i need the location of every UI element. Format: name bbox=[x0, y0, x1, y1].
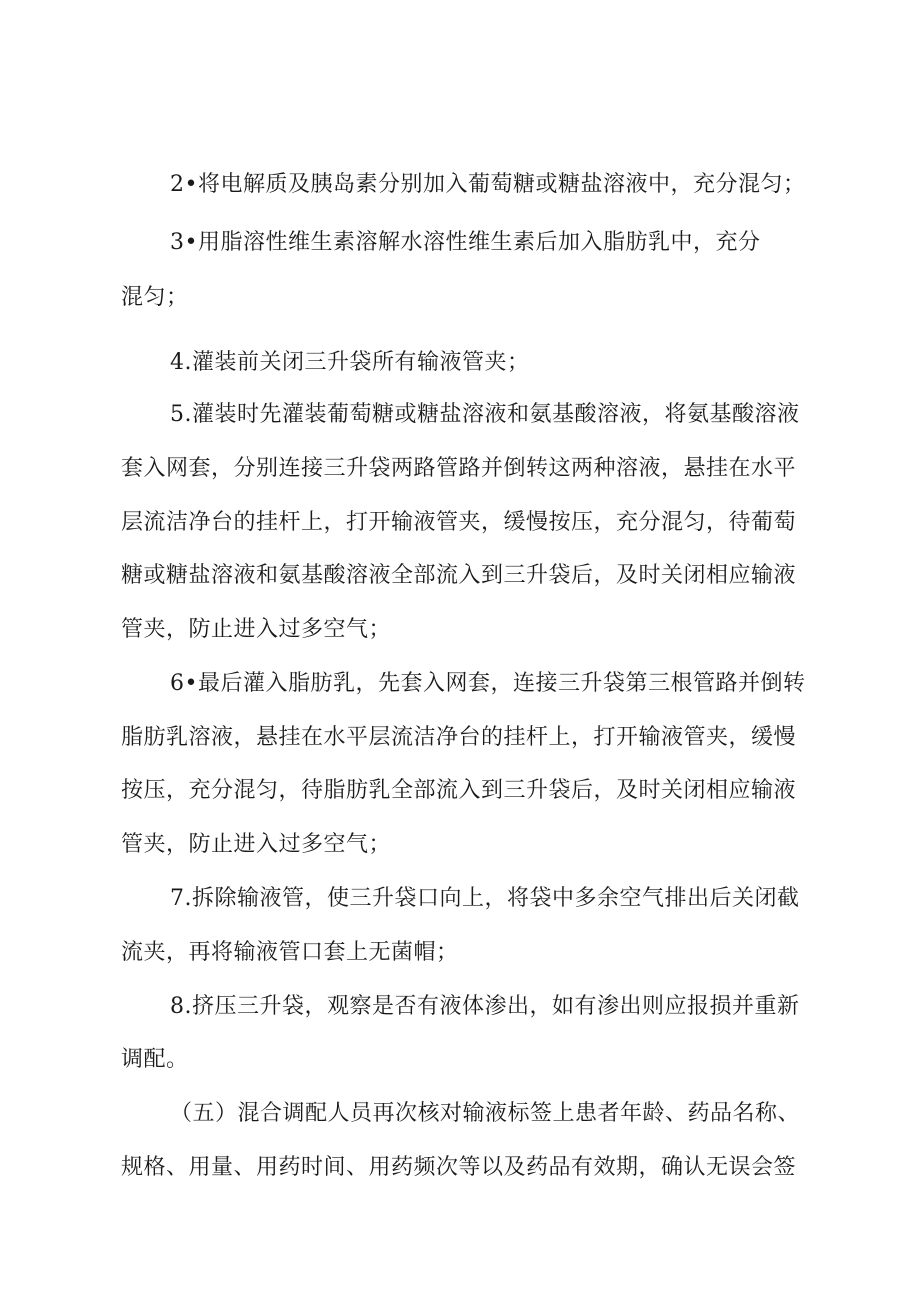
text-line-step-3-cont: 混匀； bbox=[121, 285, 189, 310]
text-line-step-5-cont-4: 管夹，防止进入过多空气； bbox=[121, 617, 392, 642]
text-line-step-5-cont-1: 套入网套，分别连接三升袋两路管路并倒转这两种溶液，悬挂在水平 bbox=[121, 456, 797, 481]
text-line-step-3: 3•用脂溶性维生素溶解水溶性维生素后加入脂肪乳中，充分 bbox=[170, 230, 761, 255]
text-line-step-6-cont-3: 管夹，防止进入过多空气； bbox=[121, 832, 392, 857]
text-line-step-8: 8.挤压三升袋，观察是否有液体渗出，如有渗出则应报损并重新 bbox=[170, 994, 800, 1019]
text-line-step-7-cont: 流夹，再将输液管口套上无菌帽； bbox=[121, 940, 459, 965]
text-line-step-2: 2•将电解质及胰岛素分别加入葡萄糖或糖盐溶液中，充分混匀； bbox=[170, 172, 806, 197]
text-line-step-5-cont-3: 糖或糖盐溶液和氨基酸溶液全部流入到三升袋后，及时关闭相应输液 bbox=[121, 563, 797, 588]
text-line-section-5: （五）混合调配人员再次核对输液标签上患者年龄、药品名称、 bbox=[170, 1101, 801, 1126]
text-line-section-5-cont: 规格、用量、用药时间、用药频次等以及药品有效期，确认无误会签 bbox=[121, 1155, 797, 1180]
text-line-step-8-cont: 调配。 bbox=[121, 1047, 189, 1072]
text-line-step-6-cont-2: 按压，充分混匀，待脂肪乳全部流入到三升袋后，及时关闭相应输液 bbox=[121, 778, 797, 803]
text-line-step-4: 4.灌装前关闭三升袋所有输液管夹； bbox=[170, 350, 530, 375]
text-line-step-5: 5.灌装时先灌装葡萄糖或糖盐溶液和氨基酸溶液，将氨基酸溶液 bbox=[170, 402, 800, 427]
text-line-step-7: 7.拆除输液管，使三升袋口向上，将袋中多余空气排出后关闭截 bbox=[170, 886, 800, 911]
text-line-step-6: 6•最后灌入脂肪乳，先套入网套，连接三升袋第三根管路并倒转 bbox=[170, 671, 806, 696]
text-line-step-5-cont-2: 层流洁净台的挂杆上，打开输液管夹，缓慢按压，充分混匀，待葡萄 bbox=[121, 510, 797, 535]
text-line-step-6-cont-1: 脂肪乳溶液，悬挂在水平层流洁净台的挂杆上，打开输液管夹，缓慢 bbox=[121, 725, 797, 750]
